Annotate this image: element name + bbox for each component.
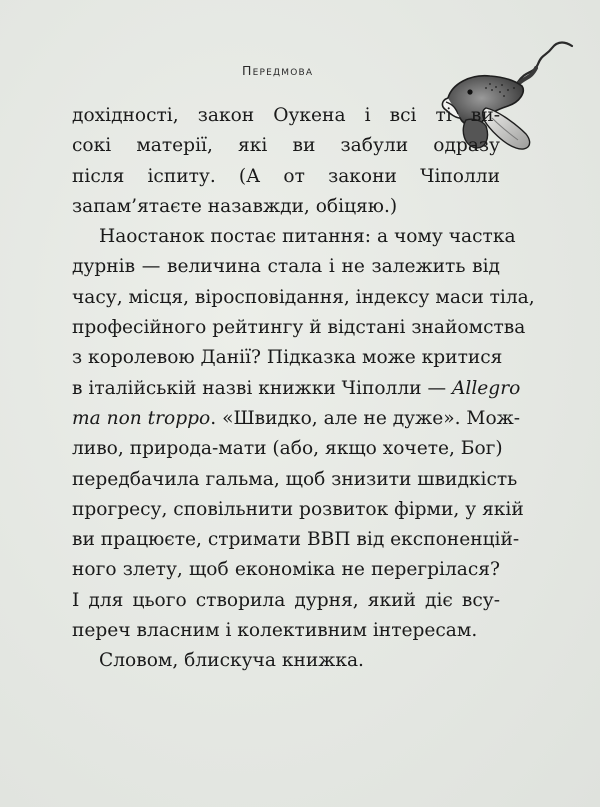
text-line: професійного рейтингу й відстані знайомства	[72, 317, 526, 339]
text-run: в італійській назві книжки Чіполли —	[72, 377, 452, 399]
text-line: переч власним і колективним інтересам.	[72, 620, 478, 642]
text-run: . «Швидко, але не дуже». Мож-	[210, 407, 521, 429]
text-line: Словом, блискуча книжка.	[99, 650, 364, 672]
text-line: дурнів — величина стала і не залежить від	[72, 256, 500, 278]
text-line: ви працюєте, стримати ВВП від експоненцій-	[72, 529, 520, 551]
text-line: ного злету, щоб економіка не перегрілася?	[72, 559, 500, 581]
text-line: передбачила гальма, щоб знизити швидкість	[72, 468, 518, 490]
text-line: Наостанок постає питання: а чому частка	[99, 226, 516, 248]
text-line	[72, 404, 521, 434]
body-text	[72, 101, 535, 677]
text-line: запам’ятаєте назавжди, обіцяю.)	[72, 195, 398, 217]
text-line: з королевою Данії? Підказка може критися	[72, 347, 503, 369]
text-line: часу, місця, віросповідання, індексу маси тіла,	[72, 286, 535, 308]
text-line: дохідності, закон Оукена і всі ті ви-	[72, 105, 500, 126]
italic-book-title: ma non troppo	[72, 407, 211, 429]
running-header: Передмова	[242, 63, 314, 78]
text-line: після іспиту. (А от закони Чіполли	[72, 165, 500, 187]
italic-book-title: Allegro	[451, 377, 521, 399]
text-line: прогресу, сповільнити розвиток фірми, у якій	[72, 498, 524, 520]
text-line: сокі матерії, які ви забули одразу	[72, 135, 500, 157]
text-line: І для цього створила дурня, який діє всу-	[72, 589, 500, 611]
text-line: ливо, природа-мати (або, якщо хочете, Бог)	[72, 438, 503, 460]
text-line	[72, 374, 521, 404]
